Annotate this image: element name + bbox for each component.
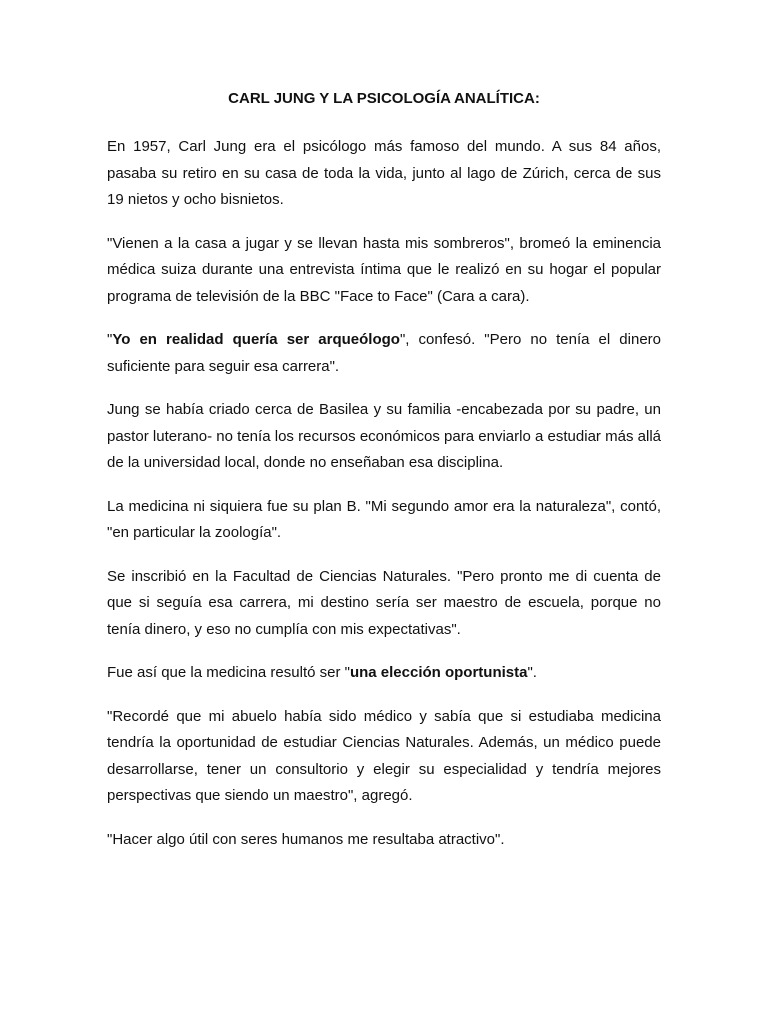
- paragraph-3-pre: ": [107, 331, 113, 348]
- paragraph-7-post: ".: [527, 664, 537, 681]
- paragraph-7-pre: Fue así que la medicina resultó ser ": [107, 664, 350, 681]
- paragraph-3: [107, 327, 661, 380]
- paragraph-3-bold: Yo en realidad quería ser arqueólogo: [112, 331, 400, 348]
- paragraph-9: "Hacer algo útil con seres humanos me resultaba atractivo".: [107, 830, 505, 848]
- document-title: CARL JUNG Y LA PSICOLOGÍA ANALÍTICA:: [228, 90, 540, 107]
- paragraph-1: En 1957, Carl Jung era el psicólogo más famoso del mundo. A sus 84 años, pasaba su retiro en su casa de toda la vida, junto al lago de Zúrich, cerca de sus 19 nietos y ocho bisnietos.: [107, 138, 661, 208]
- paragraph-7-bold: una elección oportunista: [349, 664, 528, 681]
- paragraph-2: "Vienen a la casa a jugar y se llevan hasta mis sombreros", bromeó la eminencia médica suiza durante una entrevista íntima que le realizó en su hogar el popular programa de televisión de la BBC "Face to Face" (Cara a cara).: [107, 234, 661, 305]
- paragraph-3-post: ", confesó. "Pero no tenía el dinero suficiente para seguir esa carrera".: [107, 331, 662, 375]
- paragraph-8: "Recordé que mi abuelo había sido médico y sabía que si estudiaba medicina tendría la oportunidad de estudiar Ciencias Naturales. Además, un médico puede desarrollarse, tener un consultorio y elegir su especialidad y tendría mejores perspectivas que siendo un maestro", agregó.: [107, 707, 661, 804]
- paragraph-7: [107, 660, 661, 687]
- paragraph-4: Jung se había criado cerca de Basilea y su familia -encabezada por su padre, un pastor luterano- no tenía los recursos económicos para enviarlo a estudiar más allá de la universidad local, donde no enseñaban esa disciplina.: [107, 401, 661, 471]
- paragraph-6: Se inscribió en la Facultad de Ciencias Naturales. "Pero pronto me di cuenta de que si seguía esa carrera, mi destino sería ser maestro de escuela, porque no tenía dinero, y eso no cumplía con mis expectativas".: [107, 567, 661, 638]
- paragraph-5: La medicina ni siquiera fue su plan B. "Mi segundo amor era la naturaleza", contó, "en particular la zoología".: [107, 497, 661, 541]
